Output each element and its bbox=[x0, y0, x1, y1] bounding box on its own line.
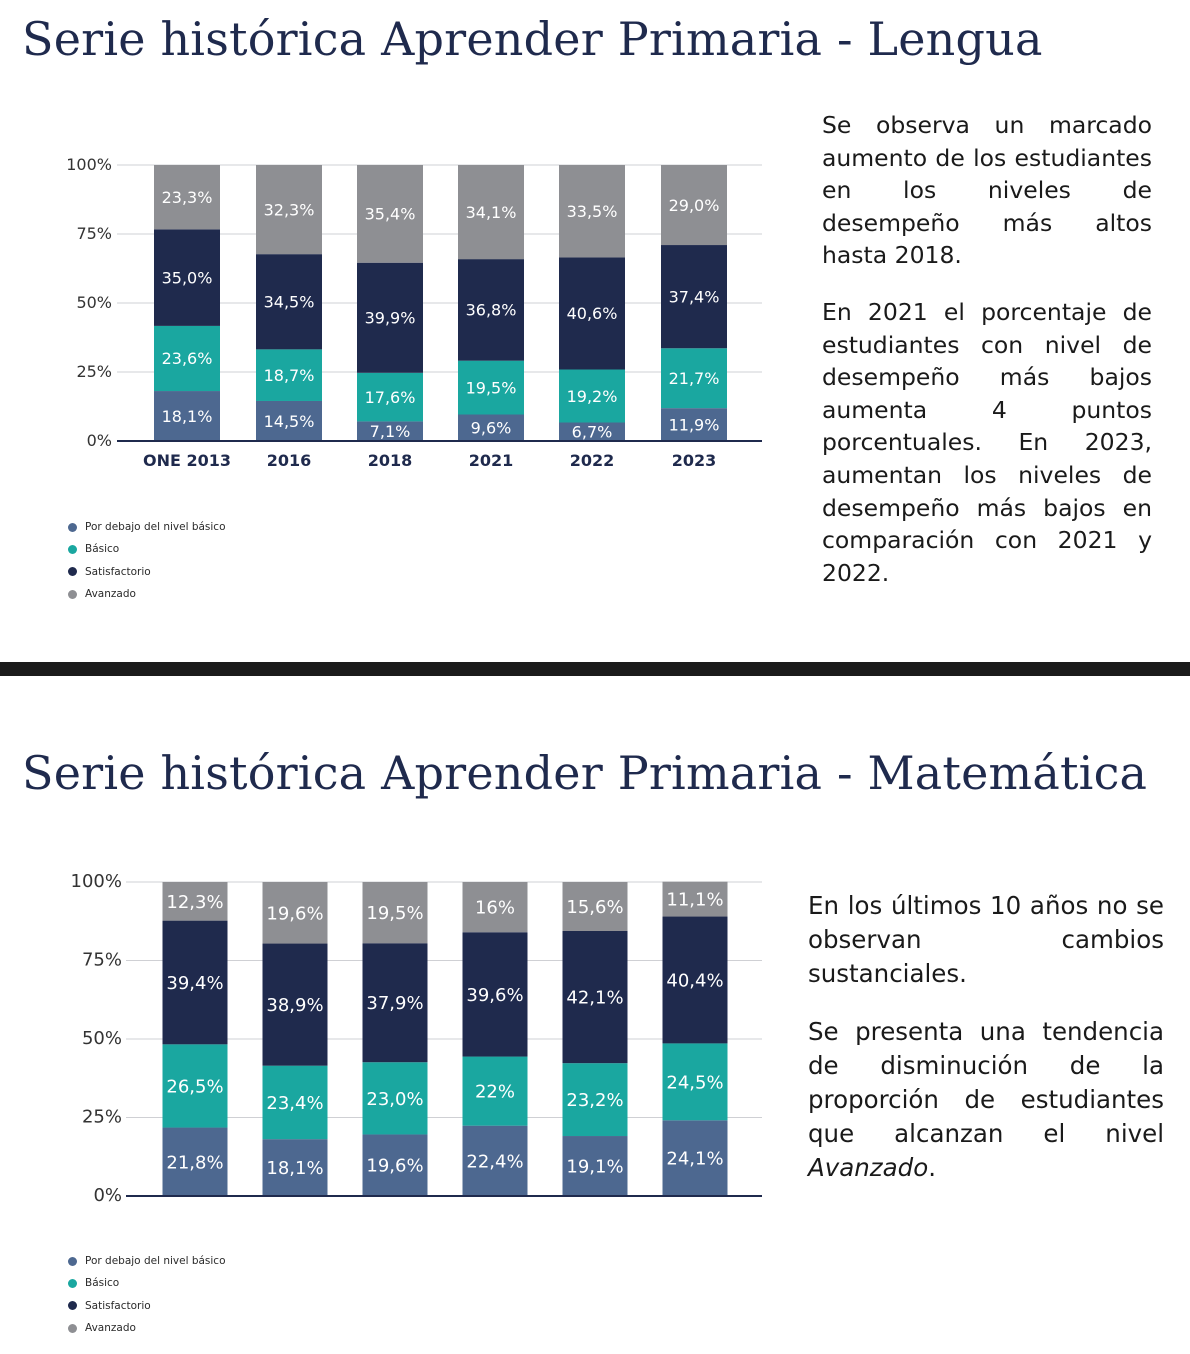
y-tick-label: 0% bbox=[93, 1185, 122, 1206]
legend-item bbox=[68, 1295, 226, 1317]
lengua-title: Serie histórica Aprender Primaria - Lengua bbox=[22, 12, 1043, 66]
data-label: 19,6% bbox=[366, 1155, 424, 1177]
matematica-paragraph-2 bbox=[808, 1015, 1164, 1185]
x-category-label: 2021 bbox=[468, 451, 514, 470]
legend-swatch bbox=[68, 1301, 77, 1310]
y-tick-label: 25% bbox=[76, 362, 112, 381]
legend-label: Básico bbox=[85, 1277, 120, 1290]
data-label: 23,3% bbox=[161, 187, 213, 207]
legend-item bbox=[68, 1250, 226, 1272]
legend-item bbox=[68, 583, 226, 605]
lengua-paragraph-2: En 2021 el porcentaje de estudiantes con nivel de desempeño más bajos aumenta 4 puntos porcentuales. En 2023, aumentan los niveles de desempeño más bajos en comparación con 2021 y 2022. bbox=[822, 297, 1152, 587]
section-divider bbox=[0, 662, 1190, 676]
y-tick-label: 50% bbox=[81, 1028, 122, 1049]
data-label: 32,3% bbox=[263, 200, 315, 220]
legend-swatch bbox=[68, 1257, 77, 1266]
legend-item bbox=[68, 1272, 226, 1294]
y-tick-label: 25% bbox=[81, 1106, 122, 1128]
data-label: 33,5% bbox=[566, 201, 618, 221]
data-label: 34,5% bbox=[263, 292, 315, 312]
data-label: 24,1% bbox=[666, 1148, 724, 1170]
data-label: 40,4% bbox=[666, 970, 724, 992]
matematica-paragraph-2-text: Se presenta una tendencia de disminución de la proporción de estudiantes que alcanzan el nivel bbox=[808, 1017, 1164, 1148]
legend-item bbox=[68, 1317, 226, 1339]
matematica-title: Serie histórica Aprender Primaria - Matemática bbox=[22, 746, 1148, 800]
matematica-paragraph-1: En los últimos 10 años no se observan cambios sustanciales. bbox=[808, 891, 1164, 988]
matematica-chart bbox=[0, 860, 800, 1220]
data-label: 34,1% bbox=[465, 202, 517, 222]
x-category-label: 2022 bbox=[569, 451, 615, 470]
data-label: 11,9% bbox=[668, 415, 720, 435]
y-tick-label: 75% bbox=[81, 949, 122, 971]
data-label: 40,6% bbox=[566, 304, 618, 324]
y-tick-label: 100% bbox=[70, 871, 122, 892]
data-label: 19,1% bbox=[566, 1156, 624, 1178]
data-label: 7,1% bbox=[369, 421, 411, 441]
data-label: 16% bbox=[474, 897, 516, 919]
data-label: 35,0% bbox=[161, 268, 213, 288]
legend-label: Avanzado bbox=[85, 1322, 136, 1335]
data-label: 19,5% bbox=[465, 378, 517, 398]
data-label: 39,4% bbox=[166, 972, 224, 994]
y-tick-label: 50% bbox=[76, 293, 112, 312]
data-label: 42,1% bbox=[566, 987, 624, 1009]
data-label: 15,6% bbox=[566, 896, 624, 918]
data-label: 22% bbox=[474, 1081, 516, 1103]
data-label: 39,9% bbox=[364, 308, 416, 328]
matematica-paragraph-2-end: . bbox=[928, 1153, 937, 1182]
lengua-legend bbox=[68, 516, 226, 605]
matematica-emphasis: Avanzado bbox=[808, 1153, 929, 1182]
x-category-label: 2016 bbox=[266, 451, 312, 470]
data-label: 17,6% bbox=[364, 387, 416, 407]
data-label: 23,6% bbox=[161, 349, 213, 369]
data-label: 19,2% bbox=[566, 386, 618, 406]
data-label: 26,5% bbox=[166, 1076, 224, 1098]
legend-label: Satisfactorio bbox=[85, 1299, 151, 1312]
data-label: 23,0% bbox=[366, 1088, 424, 1110]
data-label: 37,4% bbox=[668, 287, 720, 307]
legend-label: Por debajo del nivel básico bbox=[85, 521, 226, 534]
legend-label: Avanzado bbox=[85, 588, 136, 601]
legend-label: Satisfactorio bbox=[85, 565, 151, 578]
data-label: 18,1% bbox=[266, 1158, 324, 1180]
x-category-label: ONE 2013 bbox=[142, 451, 232, 470]
legend-swatch bbox=[68, 545, 77, 554]
data-label: 38,9% bbox=[266, 995, 324, 1017]
data-label: 37,9% bbox=[366, 993, 424, 1015]
data-label: 14,5% bbox=[263, 411, 315, 431]
data-label: 19,6% bbox=[266, 903, 324, 925]
data-label: 39,6% bbox=[466, 984, 524, 1006]
data-label: 22,4% bbox=[466, 1151, 524, 1173]
data-label: 23,4% bbox=[266, 1092, 324, 1114]
legend-label: Por debajo del nivel básico bbox=[85, 1255, 226, 1268]
legend-swatch bbox=[68, 590, 77, 599]
legend-label: Básico bbox=[85, 543, 120, 556]
y-tick-label: 100% bbox=[66, 155, 112, 174]
x-category-label: 2023 bbox=[671, 451, 717, 470]
data-label: 29,0% bbox=[668, 195, 720, 215]
data-label: 23,2% bbox=[566, 1090, 624, 1112]
legend-swatch bbox=[68, 1279, 77, 1288]
legend-item bbox=[68, 538, 226, 560]
lengua-paragraph-1: Se observa un marcado aumento de los estudiantes en los niveles de desempeño más altos hasta 2018. bbox=[822, 111, 1152, 270]
data-label: 21,8% bbox=[166, 1152, 224, 1174]
legend-item bbox=[68, 516, 226, 538]
matematica-legend bbox=[68, 1250, 226, 1339]
data-label: 11,1% bbox=[666, 889, 724, 911]
legend-item bbox=[68, 561, 226, 583]
y-tick-label: 0% bbox=[86, 431, 112, 450]
legend-swatch bbox=[68, 1324, 77, 1333]
data-label: 35,4% bbox=[364, 204, 416, 224]
y-tick-label: 75% bbox=[76, 224, 112, 243]
lengua-commentary bbox=[822, 109, 1152, 589]
legend-swatch bbox=[68, 567, 77, 576]
data-label: 36,8% bbox=[465, 300, 517, 320]
data-label: 12,3% bbox=[166, 891, 224, 913]
data-label: 19,5% bbox=[366, 903, 424, 925]
lengua-chart bbox=[0, 130, 800, 490]
data-label: 9,6% bbox=[470, 418, 512, 438]
data-label: 21,7% bbox=[668, 368, 720, 388]
legend-swatch bbox=[68, 523, 77, 532]
data-label: 6,7% bbox=[571, 422, 613, 442]
data-label: 24,5% bbox=[666, 1072, 724, 1094]
data-label: 18,1% bbox=[161, 406, 213, 426]
matematica-commentary bbox=[808, 889, 1164, 1185]
x-category-label: 2018 bbox=[367, 451, 413, 470]
data-label: 18,7% bbox=[263, 365, 315, 385]
